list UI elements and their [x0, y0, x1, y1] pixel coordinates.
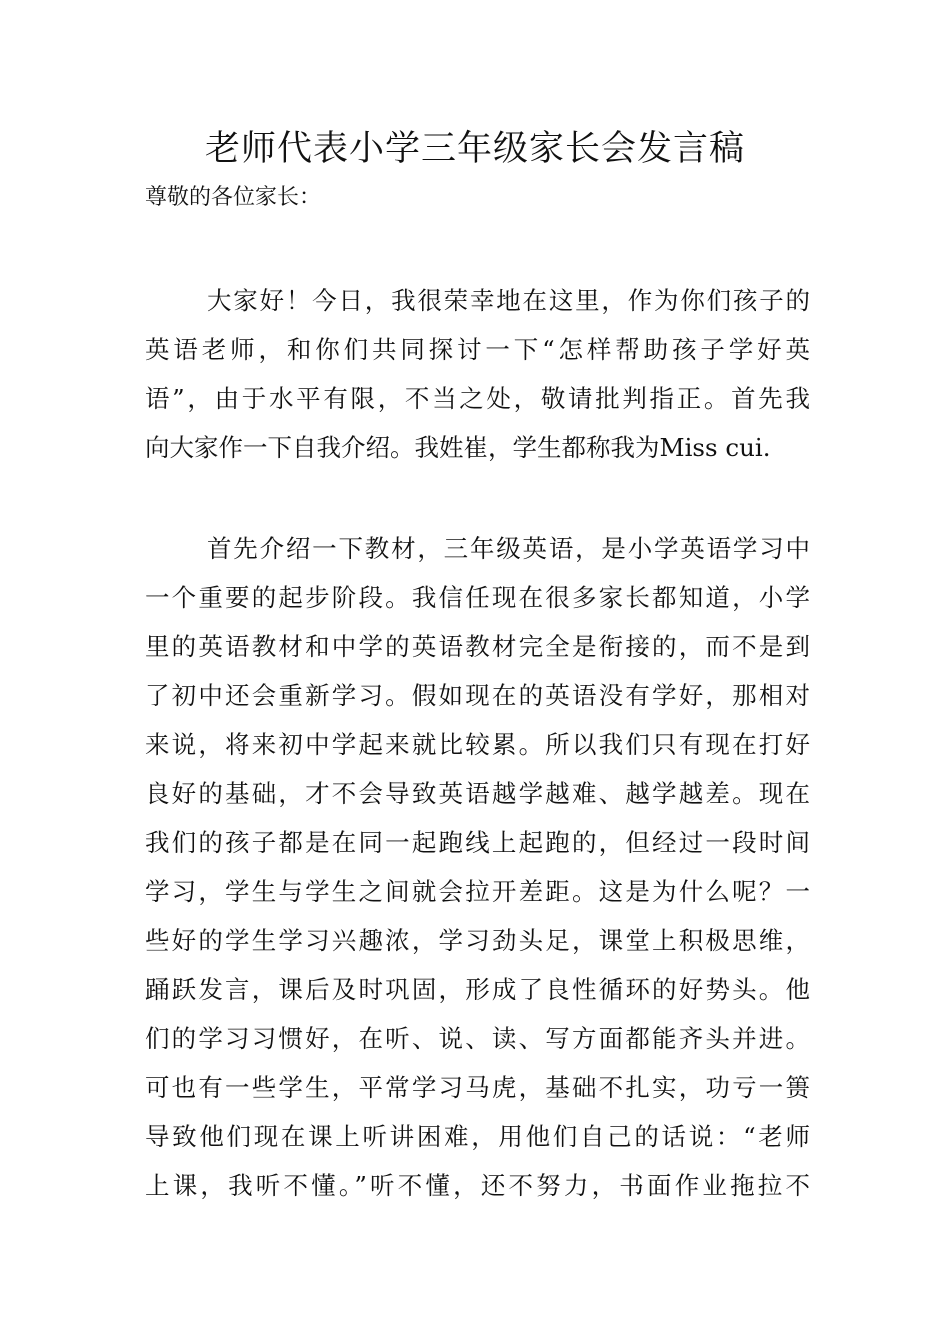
paragraph-line: 首先介绍一下教材，三年级英语，是小学英语学习中 — [207, 534, 810, 563]
paragraph-line: 里的英语教材和中学的英语教材完全是衔接的，而不是到 — [145, 632, 810, 661]
paragraph-line: 些好的学生学习兴趣浓，学习劲头足，课堂上积极思维， — [145, 926, 810, 955]
paragraph-line: 们的学习习惯好，在听、说、读、写方面都能齐头并进。 — [145, 1024, 810, 1053]
paragraph-line: 大家好！今日，我很荣幸地在这里，作为你们孩子的 — [207, 286, 810, 315]
paragraph-line: 向大家作一下自我介绍。我姓崔，学生都称我为Miss cui. — [145, 433, 771, 462]
document-title: 老师代表小学三年级家长会发言稿 — [204, 129, 745, 169]
paragraph-line: 我们的孩子都是在同一起跑线上起跑的，但经过一段时间 — [145, 828, 810, 857]
paragraph-line: 良好的基础，才不会导致英语越学越难、越学越差。现在 — [145, 779, 810, 808]
paragraph-line: 踊跃发言，课后及时巩固，形成了良性循环的好势头。他 — [145, 975, 810, 1004]
paragraph-line: 可也有一些学生，平常学习马虎，基础不扎实，功亏一篑 — [145, 1073, 810, 1102]
paragraph-1 — [145, 276, 810, 472]
paragraph-line: 一个重要的起步阶段。我信任现在很多家长都知道，小学 — [145, 583, 810, 612]
paragraph-line: 语”，由于水平有限，不当之处，敬请批判指正。首先我 — [145, 384, 810, 413]
paragraph-line: 英语老师，和你们共同探讨一下“怎样帮助孩子学好英 — [145, 335, 810, 364]
paragraph-line: 导致他们现在课上听讲困难，用他们自己的话说：“老师 — [145, 1122, 810, 1151]
paragraph-2 — [145, 524, 810, 1210]
paragraph-line: 了初中还会重新学习。假如现在的英语没有学好，那相对 — [145, 681, 810, 710]
paragraph-line: 来说，将来初中学起来就比较累。所以我们只有现在打好 — [145, 730, 810, 759]
paragraph-line: 学习，学生与学生之间就会拉开差距。这是为什么呢？一 — [145, 877, 810, 906]
paragraph-line: 上课，我听不懂。”听不懂，还不努力，书面作业拖拉不 — [145, 1171, 810, 1200]
salutation: 尊敬的各位家长： — [145, 185, 322, 210]
